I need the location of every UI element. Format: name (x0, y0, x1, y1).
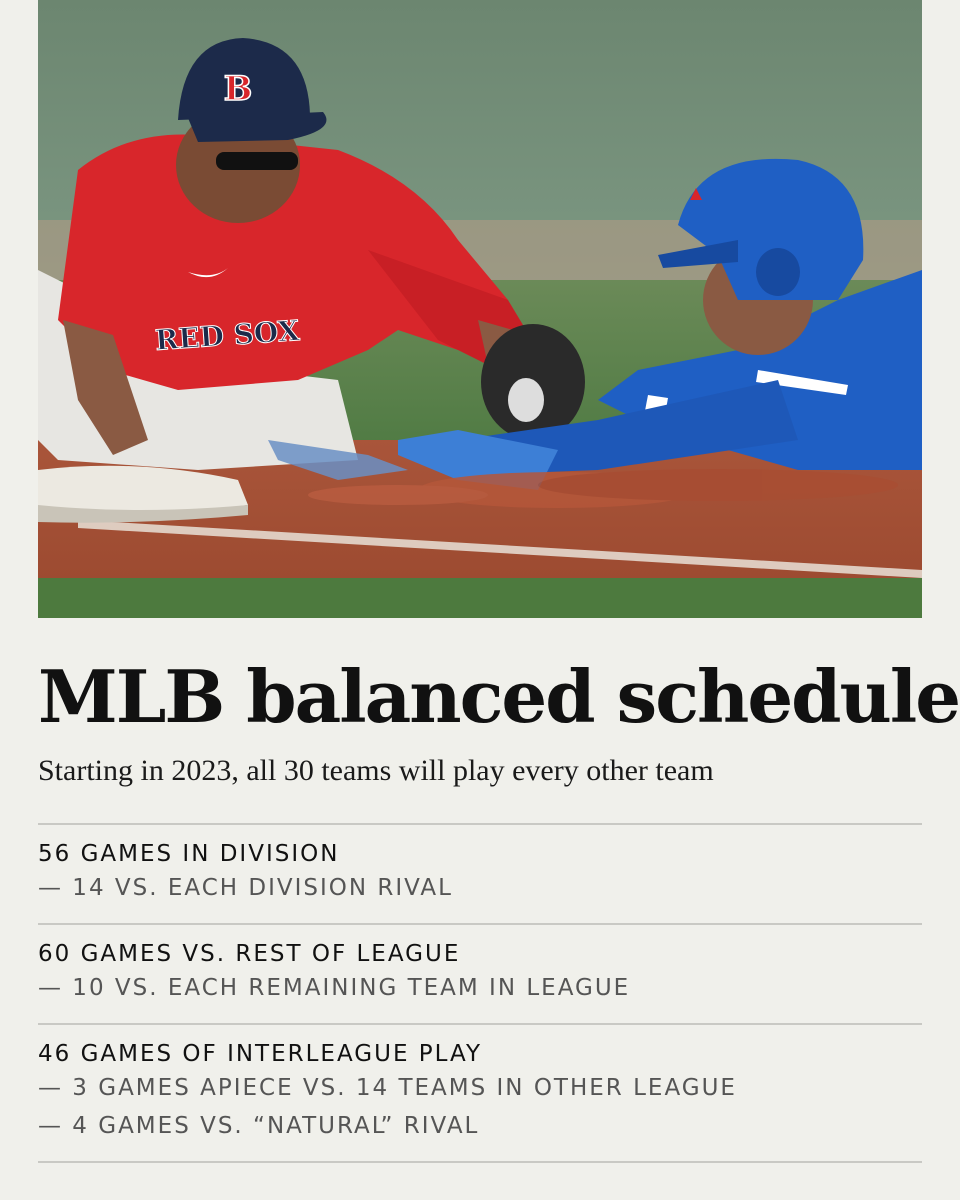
headline: MLB balanced schedule (38, 654, 960, 739)
row-detail: — 14 VS. EACH DIVISION RIVAL (38, 875, 453, 901)
row-title: 56 GAMES IN DIVISION (38, 841, 340, 867)
row-detail: — 4 GAMES VS. “NATURAL” RIVAL (38, 1113, 480, 1139)
hero-photo (38, 0, 922, 618)
row-title: 60 GAMES VS. REST OF LEAGUE (38, 941, 461, 967)
schedule-row-league (38, 923, 922, 1023)
row-title: 46 GAMES OF INTERLEAGUE PLAY (38, 1041, 483, 1067)
svg-text:B: B (223, 69, 253, 109)
row-detail: — 10 VS. EACH REMAINING TEAM IN LEAGUE (38, 975, 631, 1001)
row-detail: — 3 GAMES APIECE VS. 14 TEAMS IN OTHER LEAGUE (38, 1075, 737, 1101)
schedule-breakdown (38, 823, 922, 1163)
schedule-row-interleague (38, 1023, 922, 1163)
schedule-row-division (38, 823, 922, 923)
svg-text:RED SOX: RED SOX (154, 314, 301, 358)
subheadline: Starting in 2023, all 30 teams will play every other team (38, 754, 714, 787)
